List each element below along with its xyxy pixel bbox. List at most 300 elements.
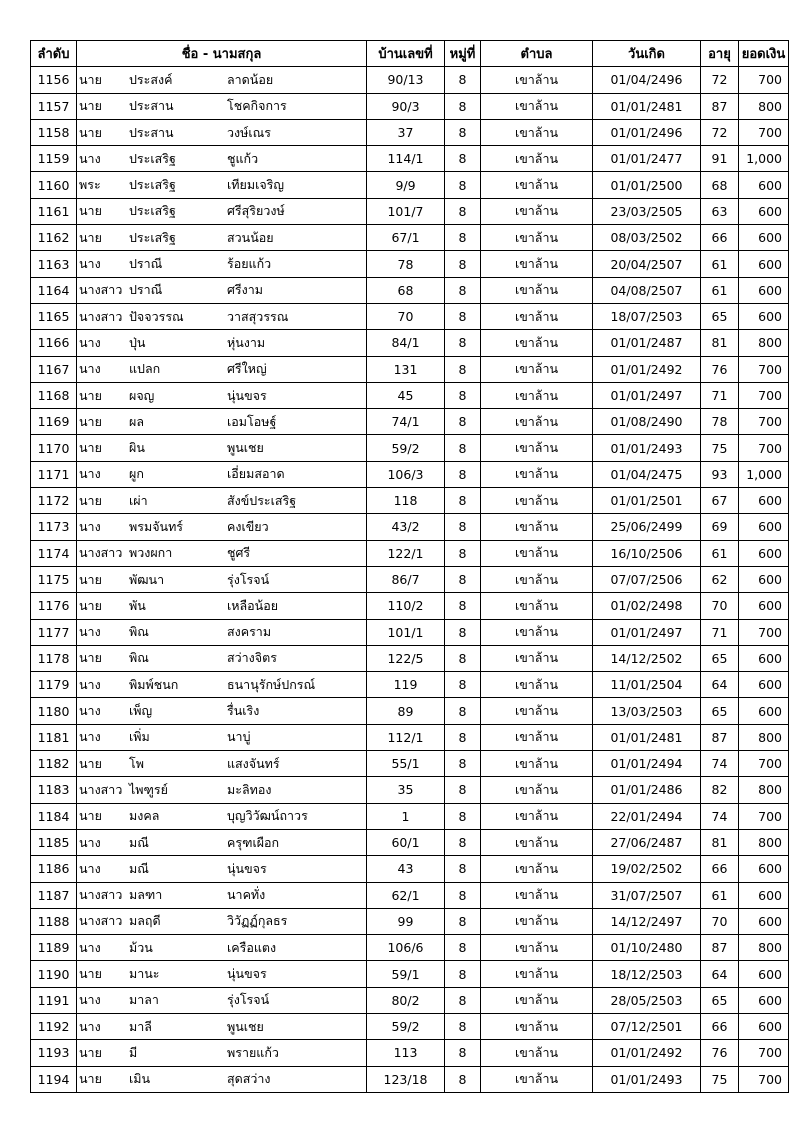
name-last: ครุฑเผือก <box>227 834 280 850</box>
cell-moo: 8 <box>445 172 481 198</box>
name-title: นาง <box>79 703 101 719</box>
name-title: พระ <box>79 177 101 193</box>
cell-tambon: เขาล้าน <box>481 409 593 435</box>
header-name: ชื่อ - นามสกุล <box>77 41 367 67</box>
cell-moo: 8 <box>445 1040 481 1066</box>
cell-tambon: เขาล้าน <box>481 961 593 987</box>
cell-order: 1192 <box>31 1013 77 1039</box>
cell-age: 87 <box>701 93 739 119</box>
name-title: นาย <box>79 203 102 219</box>
name-title: นาง <box>79 624 101 640</box>
name-title: นาย <box>79 755 102 771</box>
cell-name <box>77 1013 367 1039</box>
cell-order: 1183 <box>31 777 77 803</box>
name-title: นางสาว <box>79 887 123 903</box>
name-last: ร้อยแก้ว <box>227 256 272 272</box>
cell-birth: 01/01/2497 <box>593 382 701 408</box>
name-first: ปัจจวรรณ <box>129 308 184 324</box>
cell-order: 1181 <box>31 724 77 750</box>
name-title: นาง <box>79 860 101 876</box>
cell-amount: 600 <box>739 698 789 724</box>
cell-age: 67 <box>701 488 739 514</box>
cell-amount: 800 <box>739 829 789 855</box>
cell-age: 65 <box>701 303 739 329</box>
cell-amount: 600 <box>739 1013 789 1039</box>
name-first: มานะ <box>129 966 160 982</box>
table-row <box>31 645 789 671</box>
table-row <box>31 514 789 540</box>
cell-amount: 600 <box>739 987 789 1013</box>
table-row <box>31 593 789 619</box>
cell-tambon: เขาล้าน <box>481 803 593 829</box>
cell-age: 64 <box>701 961 739 987</box>
cell-house: 45 <box>367 382 445 408</box>
cell-moo: 8 <box>445 619 481 645</box>
cell-birth: 01/02/2498 <box>593 593 701 619</box>
cell-age: 91 <box>701 146 739 172</box>
cell-age: 66 <box>701 225 739 251</box>
cell-name <box>77 619 367 645</box>
cell-name <box>77 777 367 803</box>
cell-house: 101/7 <box>367 198 445 224</box>
cell-house: 59/2 <box>367 1013 445 1039</box>
name-first: ปราณี <box>129 256 163 272</box>
name-last: คงเขียว <box>227 518 269 534</box>
cell-tambon: เขาล้าน <box>481 514 593 540</box>
cell-house: 119 <box>367 672 445 698</box>
table-row <box>31 751 789 777</box>
cell-order: 1156 <box>31 67 77 93</box>
cell-tambon: เขาล้าน <box>481 540 593 566</box>
name-title: นาย <box>79 440 102 456</box>
cell-tambon: เขาล้าน <box>481 593 593 619</box>
cell-tambon: เขาล้าน <box>481 566 593 592</box>
table-row <box>31 540 789 566</box>
cell-birth: 07/12/2501 <box>593 1013 701 1039</box>
name-title: นางสาว <box>79 282 123 298</box>
cell-amount: 700 <box>739 619 789 645</box>
table-row <box>31 67 789 93</box>
cell-tambon: เขาล้าน <box>481 1013 593 1039</box>
table-row <box>31 277 789 303</box>
name-first: ปุ่น <box>129 334 146 350</box>
name-first: ปราณี <box>129 282 163 298</box>
cell-amount: 600 <box>739 514 789 540</box>
cell-name <box>77 251 367 277</box>
name-last: สงคราม <box>227 624 272 640</box>
name-first: ประสงค์ <box>129 71 173 87</box>
cell-age: 65 <box>701 698 739 724</box>
cell-tambon: เขาล้าน <box>481 882 593 908</box>
name-title: นาย <box>79 808 102 824</box>
cell-birth: 01/04/2475 <box>593 461 701 487</box>
cell-order: 1175 <box>31 566 77 592</box>
name-title: นาง <box>79 334 101 350</box>
name-last: รื่นเริง <box>227 703 260 719</box>
cell-house: 122/1 <box>367 540 445 566</box>
cell-tambon: เขาล้าน <box>481 277 593 303</box>
cell-birth: 28/05/2503 <box>593 987 701 1013</box>
cell-order: 1190 <box>31 961 77 987</box>
cell-house: 74/1 <box>367 409 445 435</box>
cell-order: 1170 <box>31 435 77 461</box>
name-first: มงคล <box>129 808 160 824</box>
cell-name <box>77 566 367 592</box>
cell-age: 69 <box>701 514 739 540</box>
cell-order: 1164 <box>31 277 77 303</box>
cell-age: 65 <box>701 645 739 671</box>
name-last: วิวัฏฏ์กุลธร <box>227 913 288 929</box>
cell-birth: 18/07/2503 <box>593 303 701 329</box>
cell-tambon: เขาล้าน <box>481 146 593 172</box>
name-first: มาลา <box>129 992 159 1008</box>
name-first: มณี <box>129 834 149 850</box>
cell-name <box>77 93 367 119</box>
cell-house: 99 <box>367 908 445 934</box>
cell-birth: 01/01/2481 <box>593 724 701 750</box>
cell-amount: 600 <box>739 540 789 566</box>
cell-birth: 01/01/2496 <box>593 119 701 145</box>
name-title: นาง <box>79 150 101 166</box>
cell-order: 1159 <box>31 146 77 172</box>
cell-order: 1163 <box>31 251 77 277</box>
cell-amount: 600 <box>739 488 789 514</box>
cell-age: 71 <box>701 382 739 408</box>
cell-house: 131 <box>367 356 445 382</box>
name-first: ประสาน <box>129 124 174 140</box>
cell-moo: 8 <box>445 803 481 829</box>
cell-name <box>77 146 367 172</box>
cell-order: 1169 <box>31 409 77 435</box>
table-row <box>31 829 789 855</box>
table-row <box>31 1066 789 1092</box>
cell-age: 87 <box>701 724 739 750</box>
table-row <box>31 1013 789 1039</box>
name-title: นางสาว <box>79 913 123 929</box>
cell-house: 62/1 <box>367 882 445 908</box>
cell-name <box>77 330 367 356</box>
cell-moo: 8 <box>445 409 481 435</box>
cell-name <box>77 67 367 93</box>
name-last: สุดสว่าง <box>227 1071 271 1087</box>
cell-amount: 600 <box>739 908 789 934</box>
cell-amount: 700 <box>739 803 789 829</box>
cell-amount: 600 <box>739 593 789 619</box>
cell-moo: 8 <box>445 198 481 224</box>
cell-tambon: เขาล้าน <box>481 856 593 882</box>
cell-name <box>77 882 367 908</box>
header-order: ลำดับ <box>31 41 77 67</box>
cell-house: 59/1 <box>367 961 445 987</box>
cell-order: 1189 <box>31 935 77 961</box>
cell-tambon: เขาล้าน <box>481 303 593 329</box>
cell-order: 1161 <box>31 198 77 224</box>
name-first: ผิน <box>129 440 145 456</box>
cell-order: 1194 <box>31 1066 77 1092</box>
cell-age: 61 <box>701 251 739 277</box>
cell-moo: 8 <box>445 856 481 882</box>
cell-order: 1168 <box>31 382 77 408</box>
cell-name <box>77 356 367 382</box>
cell-tambon: เขาล้าน <box>481 93 593 119</box>
name-title: นาย <box>79 229 102 245</box>
cell-name <box>77 908 367 934</box>
cell-birth: 01/10/2480 <box>593 935 701 961</box>
name-last: เทียมเจริญ <box>227 177 285 193</box>
name-title: นาง <box>79 518 101 534</box>
cell-order: 1166 <box>31 330 77 356</box>
cell-moo: 8 <box>445 593 481 619</box>
cell-age: 76 <box>701 1040 739 1066</box>
cell-amount: 600 <box>739 566 789 592</box>
cell-amount: 700 <box>739 67 789 93</box>
cell-name <box>77 488 367 514</box>
cell-order: 1173 <box>31 514 77 540</box>
table-row <box>31 672 789 698</box>
cell-age: 64 <box>701 672 739 698</box>
cell-tambon: เขาล้าน <box>481 908 593 934</box>
cell-name <box>77 987 367 1013</box>
name-first: มลฤดี <box>129 913 161 929</box>
cell-order: 1188 <box>31 908 77 934</box>
name-title: นาย <box>79 413 102 429</box>
cell-name <box>77 303 367 329</box>
cell-birth: 01/01/2493 <box>593 435 701 461</box>
cell-birth: 27/06/2487 <box>593 829 701 855</box>
name-title: นาย <box>79 71 102 87</box>
cell-moo: 8 <box>445 724 481 750</box>
name-title: นาย <box>79 98 102 114</box>
cell-order: 1162 <box>31 225 77 251</box>
cell-moo: 8 <box>445 514 481 540</box>
cell-house: 59/2 <box>367 435 445 461</box>
cell-amount: 1,000 <box>739 146 789 172</box>
cell-moo: 8 <box>445 1066 481 1092</box>
table-row <box>31 908 789 934</box>
header-age: อายุ <box>701 41 739 67</box>
name-last: ชูแก้ว <box>227 150 259 166</box>
name-last: เอมโอษฐ์ <box>227 413 277 429</box>
cell-birth: 01/04/2496 <box>593 67 701 93</box>
cell-tambon: เขาล้าน <box>481 488 593 514</box>
cell-order: 1171 <box>31 461 77 487</box>
cell-name <box>77 698 367 724</box>
cell-tambon: เขาล้าน <box>481 172 593 198</box>
cell-moo: 8 <box>445 303 481 329</box>
cell-house: 112/1 <box>367 724 445 750</box>
cell-moo: 8 <box>445 146 481 172</box>
cell-age: 87 <box>701 935 739 961</box>
cell-birth: 01/01/2481 <box>593 93 701 119</box>
cell-moo: 8 <box>445 961 481 987</box>
cell-house: 123/18 <box>367 1066 445 1092</box>
name-last: เอี่ยมสอาด <box>227 466 285 482</box>
name-last: ศรีใหญ่ <box>227 361 267 377</box>
name-title: นาย <box>79 650 102 666</box>
name-last: เครือแตง <box>227 939 277 955</box>
cell-amount: 600 <box>739 277 789 303</box>
cell-birth: 16/10/2506 <box>593 540 701 566</box>
cell-name <box>77 751 367 777</box>
cell-amount: 600 <box>739 882 789 908</box>
cell-birth: 01/01/2487 <box>593 330 701 356</box>
name-last: หุ่นงาม <box>227 334 266 350</box>
table-row <box>31 803 789 829</box>
cell-moo: 8 <box>445 93 481 119</box>
cell-amount: 600 <box>739 856 789 882</box>
cell-tambon: เขาล้าน <box>481 698 593 724</box>
cell-name <box>77 829 367 855</box>
cell-house: 60/1 <box>367 829 445 855</box>
name-title: นาง <box>79 676 101 692</box>
table-row <box>31 1040 789 1066</box>
name-last: แสงจันทร์ <box>227 755 280 771</box>
cell-moo: 8 <box>445 777 481 803</box>
cell-order: 1186 <box>31 856 77 882</box>
cell-birth: 23/03/2505 <box>593 198 701 224</box>
cell-name <box>77 856 367 882</box>
cell-age: 62 <box>701 566 739 592</box>
table-row <box>31 303 789 329</box>
cell-tambon: เขาล้าน <box>481 724 593 750</box>
table-header-row <box>31 41 789 67</box>
cell-tambon: เขาล้าน <box>481 225 593 251</box>
cell-birth: 22/01/2494 <box>593 803 701 829</box>
cell-birth: 25/06/2499 <box>593 514 701 540</box>
cell-name <box>77 225 367 251</box>
name-title: นาย <box>79 492 102 508</box>
header-amount: ยอดเงิน <box>739 41 789 67</box>
name-last: วาสสุวรรณ <box>227 308 289 324</box>
cell-order: 1193 <box>31 1040 77 1066</box>
name-first: มาลี <box>129 1018 152 1034</box>
cell-tambon: เขาล้าน <box>481 435 593 461</box>
cell-amount: 700 <box>739 751 789 777</box>
cell-moo: 8 <box>445 67 481 93</box>
cell-birth: 01/08/2490 <box>593 409 701 435</box>
header-house: บ้านเลขที่ <box>367 41 445 67</box>
cell-house: 90/3 <box>367 93 445 119</box>
name-first: พิณ <box>129 650 149 666</box>
cell-age: 72 <box>701 119 739 145</box>
cell-order: 1179 <box>31 672 77 698</box>
cell-tambon: เขาล้าน <box>481 751 593 777</box>
table-row <box>31 382 789 408</box>
cell-house: 37 <box>367 119 445 145</box>
table-row <box>31 724 789 750</box>
cell-age: 82 <box>701 777 739 803</box>
cell-order: 1160 <box>31 172 77 198</box>
cell-moo: 8 <box>445 908 481 934</box>
cell-age: 72 <box>701 67 739 93</box>
cell-order: 1185 <box>31 829 77 855</box>
cell-amount: 700 <box>739 1040 789 1066</box>
name-title: นาง <box>79 834 101 850</box>
cell-tambon: เขาล้าน <box>481 935 593 961</box>
cell-age: 61 <box>701 277 739 303</box>
cell-tambon: เขาล้าน <box>481 251 593 277</box>
cell-house: 118 <box>367 488 445 514</box>
cell-tambon: เขาล้าน <box>481 119 593 145</box>
cell-house: 122/5 <box>367 645 445 671</box>
cell-house: 70 <box>367 303 445 329</box>
table-row <box>31 119 789 145</box>
name-first: ผูก <box>129 466 144 482</box>
cell-order: 1182 <box>31 751 77 777</box>
table-row <box>31 172 789 198</box>
cell-name <box>77 514 367 540</box>
cell-order: 1177 <box>31 619 77 645</box>
cell-name <box>77 935 367 961</box>
cell-birth: 18/12/2503 <box>593 961 701 987</box>
cell-birth: 07/07/2506 <box>593 566 701 592</box>
cell-house: 101/1 <box>367 619 445 645</box>
cell-amount: 600 <box>739 172 789 198</box>
name-first: ม้วน <box>129 939 153 955</box>
cell-moo: 8 <box>445 461 481 487</box>
name-last: วงษ์เณร <box>227 124 271 140</box>
cell-age: 70 <box>701 908 739 934</box>
table-row <box>31 961 789 987</box>
cell-birth: 31/07/2507 <box>593 882 701 908</box>
cell-house: 1 <box>367 803 445 829</box>
cell-amount: 600 <box>739 303 789 329</box>
cell-birth: 04/08/2507 <box>593 277 701 303</box>
cell-house: 89 <box>367 698 445 724</box>
name-last: สว่างจิตร <box>227 650 277 666</box>
table-row <box>31 777 789 803</box>
cell-tambon: เขาล้าน <box>481 829 593 855</box>
name-last: ลาดน้อย <box>227 71 274 87</box>
cell-age: 66 <box>701 1013 739 1039</box>
cell-house: 84/1 <box>367 330 445 356</box>
cell-tambon: เขาล้าน <box>481 330 593 356</box>
name-last: รุ่งโรจน์ <box>227 571 270 587</box>
cell-name <box>77 198 367 224</box>
cell-tambon: เขาล้าน <box>481 67 593 93</box>
name-last: สังข์ประเสริฐ <box>227 492 297 508</box>
cell-house: 110/2 <box>367 593 445 619</box>
cell-tambon: เขาล้าน <box>481 645 593 671</box>
cell-name <box>77 540 367 566</box>
table-row <box>31 93 789 119</box>
name-title: นาย <box>79 966 102 982</box>
cell-age: 74 <box>701 803 739 829</box>
cell-age: 76 <box>701 356 739 382</box>
name-first: ประเสริฐ <box>129 229 176 245</box>
name-last: ชูศรี <box>227 545 251 561</box>
cell-age: 75 <box>701 1066 739 1092</box>
name-title: นาง <box>79 1018 101 1034</box>
cell-amount: 700 <box>739 435 789 461</box>
cell-moo: 8 <box>445 751 481 777</box>
cell-house: 43 <box>367 856 445 882</box>
cell-name <box>77 435 367 461</box>
cell-age: 61 <box>701 540 739 566</box>
name-last: นุ่นขจร <box>227 966 267 982</box>
cell-amount: 700 <box>739 1066 789 1092</box>
name-first: ไพฑูรย์ <box>129 781 168 797</box>
cell-birth: 01/01/2486 <box>593 777 701 803</box>
cell-house: 9/9 <box>367 172 445 198</box>
cell-order: 1178 <box>31 645 77 671</box>
cell-name <box>77 277 367 303</box>
cell-moo: 8 <box>445 1013 481 1039</box>
table-row <box>31 566 789 592</box>
cell-birth: 01/01/2501 <box>593 488 701 514</box>
cell-name <box>77 409 367 435</box>
name-title: นาย <box>79 571 102 587</box>
